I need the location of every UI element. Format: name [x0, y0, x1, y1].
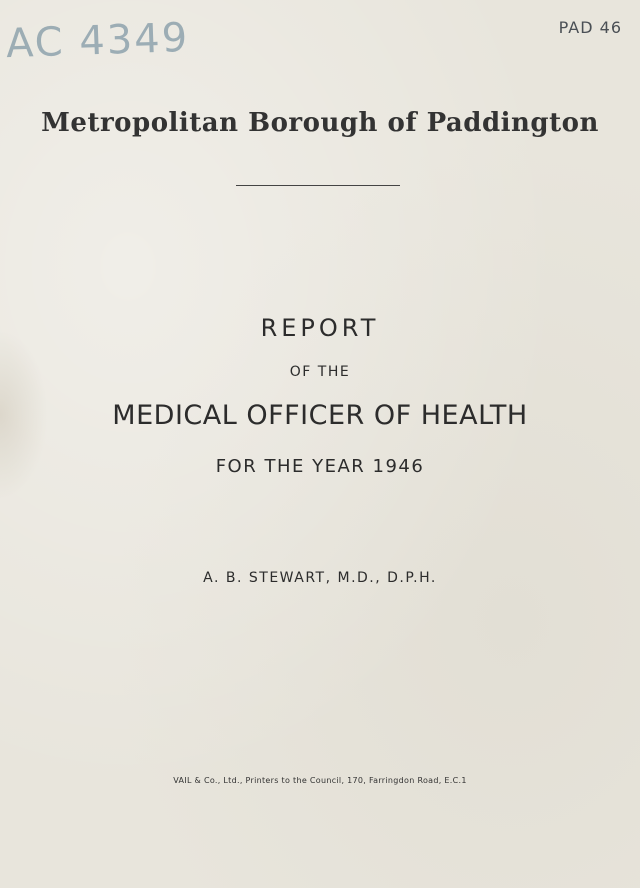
- title-divider: [236, 185, 400, 186]
- report-heading: REPORT: [260, 314, 380, 342]
- document-title: MEDICAL OFFICER OF HEALTH: [112, 400, 528, 431]
- handwritten-shelf-code: PAD 46: [558, 18, 622, 37]
- report-year: FOR THE YEAR 1946: [215, 456, 425, 477]
- handwritten-reference-number: AC 4349: [5, 14, 190, 68]
- of-the-text: OF THE: [289, 364, 351, 380]
- borough-title: Metropolitan Borough of Paddington: [41, 108, 599, 138]
- printer-imprint: VAIL & Co., Ltd., Printers to the Council, 170, Farringdon Road, E.C.1: [173, 776, 467, 785]
- author-credit: A. B. STEWART, M.D., D.P.H.: [203, 570, 437, 586]
